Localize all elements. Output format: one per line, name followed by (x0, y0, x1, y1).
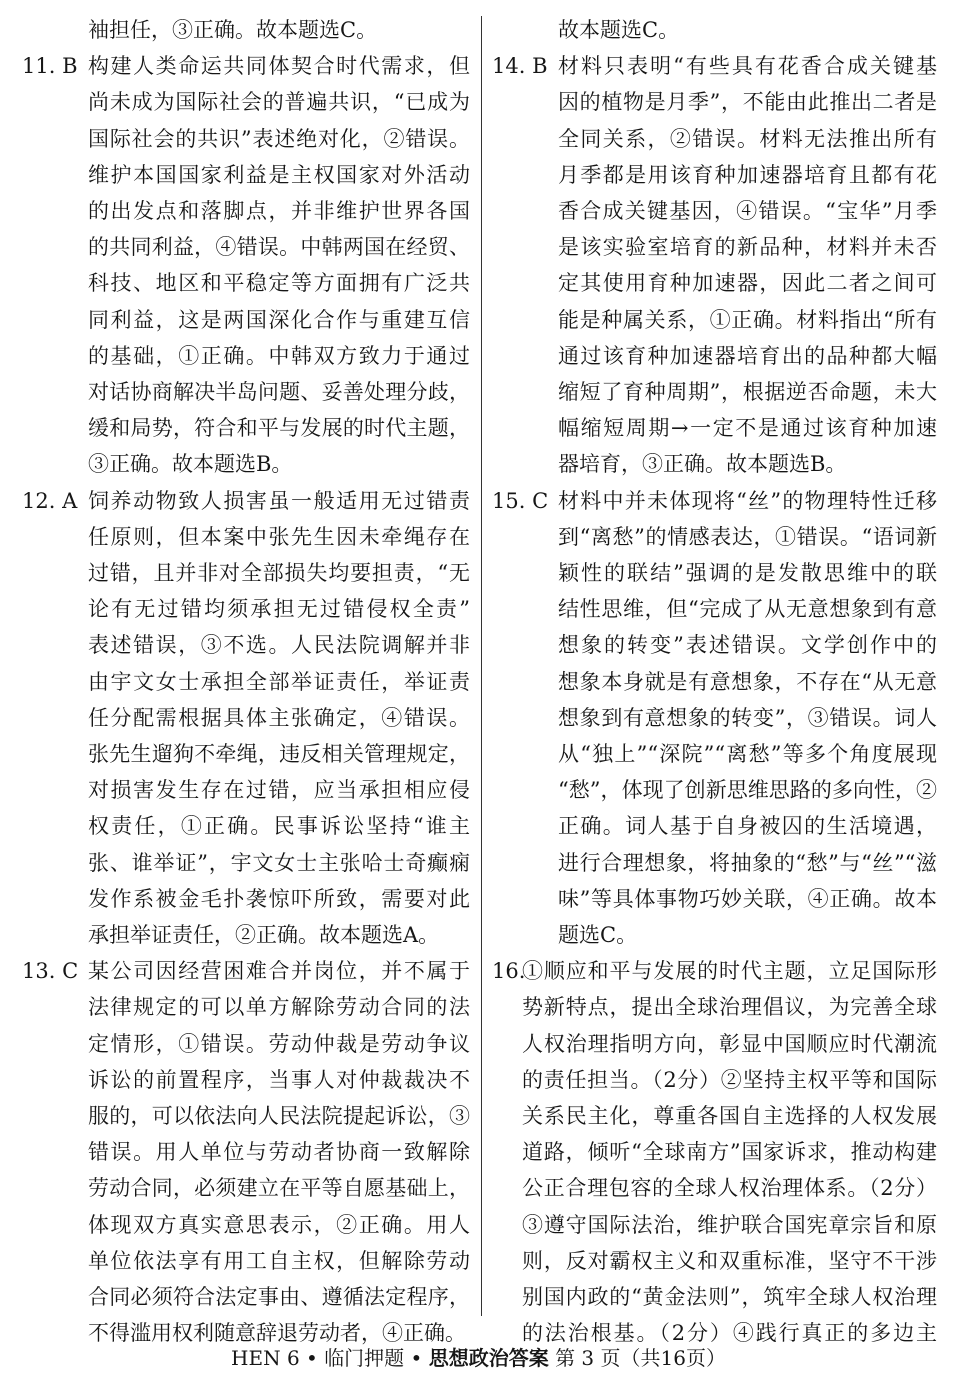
question-number-14: 14. B (492, 54, 548, 79)
answer-line: 法律规定的可以单方解除劳动合同的法 (88, 995, 470, 1020)
answer-line: 尚未成为国际社会的普遍共识，“已成为 (88, 90, 470, 115)
answer-line: 维护本国国家利益是主权国家对外活动 (88, 162, 470, 187)
answer-line: 体现双方真实意思表示，②正确。用人 (88, 1212, 470, 1237)
answer-line: 科技、地区和平稳定等方面拥有广泛共 (88, 271, 470, 296)
continuation-line: 袖担任，③正确。故本题选C。 (88, 18, 378, 42)
answer-line: 是该实验室培育的新品种，材料并未否 (558, 235, 937, 260)
answer-line: 过错，且并非对全部损失均要担责，“无 (88, 561, 470, 585)
answer-line: 材料只表明“有些具有花香合成关键基 (558, 54, 937, 79)
answer-line: 发作系被金毛扑袭惊吓所致，需要对此 (88, 886, 470, 911)
footer-code: HEN 6 (231, 1346, 300, 1370)
answer-line: 想象本身就是有意想象，不存在“从无意 (558, 669, 937, 694)
answer-line: 张先生遛狗不牵绳，违反相关管理规定， (88, 742, 470, 766)
footer-subject: 思想政治答案 (428, 1346, 549, 1370)
answer-line: 缓和局势，符合和平与发展的时代主题， (88, 416, 470, 441)
answer-line: 公正合理包容的全球人权治理体系。（2分） (522, 1176, 937, 1201)
answer-line: ③遵守国际法治，维护联合国宪章宗旨和原 (522, 1212, 937, 1237)
answer-line: 材料中并未体现将“丝”的物理特性迁移 (558, 488, 937, 513)
answer-line: 进行合理想象，将抽象的“愁”与“丝”“滋 (558, 850, 937, 875)
answer-line: 劳动合同，必须建立在平等自愿基础上， (88, 1176, 470, 1201)
answer-line: 某公司因经营困难合并岗位，并不属于 (88, 959, 470, 984)
answer-line: 别国内政的“黄金法则”，筑牢全球人权治理 (522, 1285, 937, 1309)
page-footer (0, 1340, 957, 1376)
answer-line: 的法治根基。（2分）④践行真正的多边主 (522, 1321, 937, 1346)
answer-line: “愁”，体现了创新思维思路的多向性，② (558, 778, 937, 803)
answer-line: 结性思维，但“完成了从无意想象到有意 (558, 597, 937, 622)
answer-line: 势新特点，提出全球治理倡议，为完善全球 (522, 995, 937, 1020)
answer-line: 通过该育种加速器培育出的品种都大幅 (558, 343, 937, 368)
answer-line: 单位依法享有用工自主权，但解除劳动 (88, 1248, 470, 1273)
answer-line: 幅缩短周期→一定不是通过该育种加速 (558, 416, 937, 441)
answer-line: 对损害发生存在过错，应当承担相应侵 (88, 778, 470, 803)
answer-line: 国际社会的共识”表述绝对化，②错误。 (88, 126, 470, 151)
answer-line: 任分配需根据具体主张确定，④错误。 (88, 705, 470, 730)
answer-line: 到“离愁”的情感表达，①错误。“语词新 (558, 524, 937, 549)
answer-line: 味”等具体事物巧妙关联，④正确。故本 (558, 886, 937, 911)
answer-line: 则，反对霸权主义和双重标准，坚守不干涉 (522, 1248, 937, 1273)
column-divider (481, 16, 482, 1316)
answer-line: 权责任，①正确。民事诉讼坚持“谁主 (88, 814, 470, 839)
answer-line: 服的，可以依法向人民法院提起诉讼，③ (88, 1104, 470, 1128)
answer-line: 因的植物是月季”，不能由此推出二者是 (558, 90, 937, 115)
question-number-16: 16. (492, 959, 526, 984)
answer-line: 从“独上”“深院”“离愁”等多个角度展现 (558, 742, 937, 766)
answer-line: 缩短了育种周期”，根据逆否命题，未大 (558, 380, 937, 404)
answer-line: 错误。用人单位与劳动者协商一致解除 (88, 1140, 470, 1165)
answer-line: 诉讼的前置程序，当事人对仲裁裁决不 (88, 1067, 470, 1092)
answer-line: 月季都是用该育种加速器培育且都有花 (558, 162, 937, 187)
answer-line: 张、谁举证”，宇文女士主张哈士奇癫痫 (88, 850, 470, 875)
answer-line: 题选C。 (558, 923, 638, 947)
answer-line: 同利益，这是两国深化合作与重建互信 (88, 307, 470, 332)
answer-line: 对话协商解决半岛问题、妥善处理分歧， (88, 380, 470, 404)
answer-line: 的基础，①正确。中韩双方致力于通过 (88, 343, 470, 368)
answer-line: 由宇文女士承担全部举证责任，举证责 (88, 669, 470, 694)
answer-line: 道路，倾听“全球南方”国家诉求，推动构建 (522, 1140, 937, 1165)
answer-line: 能是种属关系，①正确。材料指出“所有 (558, 307, 937, 332)
answer-line: 想象到有意想象的转变”，③错误。词人 (558, 705, 937, 730)
answer-line: 构建人类命运共同体契合时代需求，但 (88, 54, 470, 79)
answer-line: 的共同利益，④错误。中韩两国在经贸、 (88, 235, 470, 260)
question-number-15: 15. C (492, 488, 549, 513)
answer-line: 香合成关键基因，④错误。“宝华”月季 (558, 199, 937, 223)
footer-series: 临门押题 (324, 1346, 405, 1370)
answer-line: 定情形，①错误。劳动仲裁是劳动争议 (88, 1031, 470, 1056)
footer-sep-1: • (306, 1346, 318, 1370)
answer-line: 颖性的联结”强调的是发散思维中的联 (558, 561, 937, 585)
answer-line: 关系民主化，尊重各国自主选择的人权发展 (522, 1104, 937, 1128)
continuation-line: 故本题选C。 (558, 18, 680, 42)
answer-line: 的责任担当。（2分）②坚持主权平等和国际 (522, 1067, 937, 1092)
answer-line: 合同必须符合法定事由、遵循法定程序， (88, 1285, 470, 1309)
answer-line: 论有无过错均须承担无过错侵权全责” (88, 597, 470, 622)
answer-line: 的出发点和落脚点，并非维护世界各国 (88, 199, 470, 223)
question-number-13: 13. C (22, 959, 79, 984)
answer-line: 任原则，但本案中张先生因未牵绳存在 (88, 524, 470, 549)
answer-line: 承担举证责任，②正确。故本题选A。 (88, 923, 440, 947)
answer-line: ①顺应和平与发展的时代主题，立足国际形 (522, 959, 937, 984)
answer-line: 人权治理指明方向，彰显中国顺应时代潮流 (522, 1031, 937, 1056)
footer-page: 第 3 页（共16页） (555, 1346, 726, 1370)
answer-line: 全同关系，②错误。材料无法推出所有 (558, 126, 937, 151)
question-number-11: 11. B (22, 54, 78, 79)
answer-line: 定其使用育种加速器，因此二者之间可 (558, 271, 937, 296)
question-number-12: 12. A (22, 488, 78, 513)
answer-line: 饲养动物致人损害虽一般适用无过错责 (88, 488, 470, 513)
answer-line: 想象的转变”表述错误。文学创作中的 (558, 633, 937, 658)
answer-line: 器培育，③正确。故本题选B。 (558, 452, 847, 477)
answer-line: 表述错误，③不选。人民法院调解并非 (88, 633, 470, 658)
answer-line: 不得滥用权利随意辞退劳动者，④正确。 (88, 1321, 466, 1346)
answer-line: ③正确。故本题选B。 (88, 452, 293, 477)
footer-sep-2: • (410, 1346, 423, 1370)
answer-line: 正确。词人基于自身被囚的生活境遇， (558, 814, 937, 839)
